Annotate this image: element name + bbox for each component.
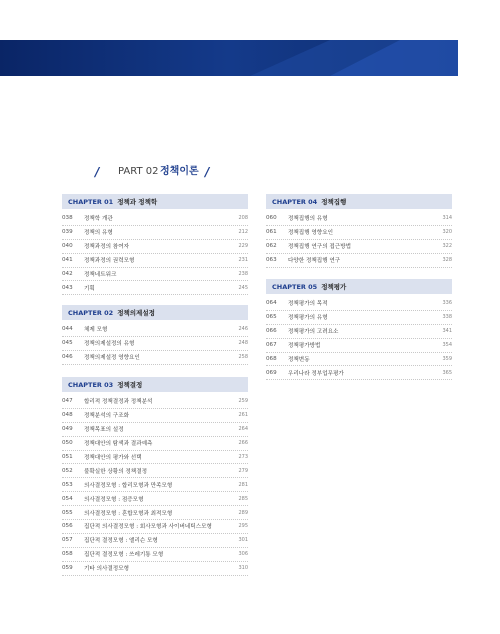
- entry-number: 049: [62, 426, 73, 433]
- chapter-items: [62, 212, 248, 295]
- entry-page: 314: [442, 215, 452, 222]
- chapter-title: 정책집행: [321, 198, 347, 206]
- entry-title: 정책분석의 구조화: [84, 413, 130, 420]
- chapter-number: CHAPTER 01: [68, 197, 114, 206]
- entry-title: 정책과정의 권력모형: [84, 258, 135, 265]
- entry-number: 065: [266, 314, 277, 321]
- entry-number: 061: [266, 229, 277, 236]
- entry-number: 039: [62, 229, 73, 236]
- entry-title: 집단적 의사결정모형 : 회사모형과 사이버네틱스모형: [84, 524, 212, 531]
- entry-title: 정책학 개관: [84, 216, 113, 223]
- entry-title: 기획: [84, 285, 95, 292]
- entry-number: 041: [62, 257, 73, 264]
- chapter-03: [62, 377, 248, 576]
- entry-title: 정책의 유형: [84, 230, 113, 237]
- entry-page: 248: [238, 340, 248, 347]
- toc-entry[interactable]: [266, 297, 452, 311]
- entry-page: 359: [442, 356, 452, 362]
- entry-page: 212: [238, 229, 248, 236]
- toc-entry[interactable]: [62, 268, 248, 282]
- toc-entry[interactable]: [62, 506, 248, 520]
- entry-page: 354: [442, 342, 452, 349]
- chapter-number: CHAPTER 05: [272, 282, 318, 291]
- entry-title: 정책네트워크: [84, 272, 117, 278]
- entry-number: 058: [62, 551, 73, 558]
- entry-number: 068: [266, 356, 277, 362]
- entry-page: 229: [238, 243, 248, 250]
- entry-title: 정책의제설정의 유형: [84, 341, 135, 348]
- entry-page: 285: [238, 495, 248, 502]
- toc-entry[interactable]: [62, 534, 248, 548]
- toc-entry[interactable]: [266, 226, 452, 240]
- entry-number: 051: [62, 454, 73, 460]
- entry-title: 정책평가의 고려요소: [288, 329, 339, 336]
- banner-graphic: [0, 40, 458, 76]
- entry-number: 059: [62, 565, 73, 572]
- entry-page: 261: [238, 412, 248, 419]
- entry-page: 310: [238, 565, 248, 572]
- toc-entry[interactable]: [62, 395, 248, 409]
- toc-entry[interactable]: [266, 240, 452, 254]
- toc-entry[interactable]: [266, 254, 452, 268]
- slash-right: /: [205, 165, 210, 179]
- toc-entry[interactable]: [62, 212, 248, 226]
- entry-page: 258: [238, 354, 248, 361]
- entry-number: 050: [62, 440, 73, 447]
- entry-page: 273: [238, 454, 248, 460]
- entry-number: 062: [266, 243, 277, 250]
- toc-entry[interactable]: [62, 240, 248, 254]
- toc-entry[interactable]: [62, 437, 248, 451]
- toc-entry[interactable]: [266, 311, 452, 325]
- chapter-title: 정책평가: [321, 283, 347, 291]
- toc-entry[interactable]: [62, 226, 248, 240]
- entry-number: 046: [62, 354, 73, 361]
- entry-page: 281: [238, 481, 248, 488]
- chapter-title: 정책결정: [117, 381, 143, 389]
- toc-entry[interactable]: [62, 423, 248, 437]
- toc-entry[interactable]: [62, 409, 248, 423]
- entry-page: 338: [442, 314, 452, 321]
- entry-title: 불확실한 상황의 정책결정: [84, 468, 147, 475]
- entry-number: 040: [62, 243, 73, 250]
- entry-number: 045: [62, 340, 73, 347]
- part-title: 정책이론: [160, 166, 199, 177]
- entry-number: 057: [62, 537, 73, 544]
- entry-title: 정책목표의 설정: [84, 427, 124, 434]
- toc-entry[interactable]: [62, 254, 248, 268]
- toc-entry[interactable]: [62, 562, 248, 576]
- toc-entry[interactable]: [62, 337, 248, 351]
- chapter-02: [62, 305, 248, 365]
- entry-page: 208: [238, 215, 248, 222]
- entry-number: 054: [62, 495, 73, 502]
- entry-page: 266: [238, 440, 248, 447]
- entry-title: 집단적 결정모형 : 앨리슨 모형: [84, 538, 158, 545]
- chapter-items: [62, 323, 248, 365]
- entry-title: 정책의제설정 영향요인: [84, 355, 140, 362]
- chapter-items: [266, 297, 452, 380]
- entry-title: 기타 의사결정모형: [84, 566, 130, 573]
- entry-title: 정책평가의 유형: [288, 315, 328, 322]
- entry-title: 정책변동: [288, 357, 310, 363]
- toc-entry[interactable]: [62, 548, 248, 562]
- entry-title: 합리적 정책결정과 정책분석: [84, 399, 153, 406]
- toc-entry[interactable]: [62, 520, 248, 534]
- header-banner: [0, 40, 458, 76]
- entry-title: 정책집행 연구의 접근방법: [288, 244, 351, 251]
- entry-number: 056: [62, 523, 73, 530]
- entry-page: 231: [238, 257, 248, 264]
- chapter-header: [266, 194, 452, 209]
- chapter-01: [62, 194, 248, 295]
- entry-page: 306: [238, 551, 248, 558]
- chapter-header: [62, 377, 248, 392]
- chapter-number: CHAPTER 04: [272, 197, 318, 206]
- toc-entry[interactable]: [266, 325, 452, 339]
- entry-number: 063: [266, 257, 277, 264]
- entry-title: 정책평가방법: [288, 343, 321, 350]
- toc-entry[interactable]: [266, 353, 452, 367]
- entry-number: 043: [62, 284, 73, 291]
- entry-page: 264: [238, 426, 248, 433]
- toc-entry[interactable]: [62, 451, 248, 465]
- entry-number: 069: [266, 369, 277, 376]
- entry-title: 정책대안의 평가와 선택: [84, 455, 142, 461]
- entry-page: 289: [238, 509, 248, 516]
- toc-entry[interactable]: [62, 478, 248, 492]
- toc-entry[interactable]: [266, 339, 452, 353]
- toc-entry[interactable]: [266, 366, 452, 380]
- entry-page: 320: [442, 229, 452, 236]
- toc-entry[interactable]: [62, 281, 248, 295]
- entry-page: 336: [442, 300, 452, 307]
- chapter-title: 정책의제설정: [117, 309, 155, 317]
- chapter-header: [62, 305, 248, 320]
- entry-title: 체제 모형: [84, 327, 108, 334]
- entry-number: 042: [62, 271, 73, 277]
- entry-title: 정책집행의 유형: [288, 216, 328, 223]
- chapter-header: [62, 194, 248, 209]
- chapter-title: 정책과 정책학: [117, 198, 158, 206]
- entry-number: 053: [62, 481, 73, 488]
- entry-title: 정책대안의 탐색과 결과예측: [84, 441, 153, 448]
- entry-number: 052: [62, 467, 73, 474]
- entry-number: 048: [62, 412, 73, 419]
- entry-title: 정책집행 영향요인: [288, 230, 334, 237]
- toc-entry[interactable]: [62, 492, 248, 506]
- chapter-number: CHAPTER 03: [68, 380, 114, 389]
- entry-number: 060: [266, 215, 277, 222]
- toc-entry[interactable]: [62, 351, 248, 365]
- entry-title: 의사결정모형 : 점증모형: [84, 496, 144, 503]
- chapter-05: [266, 279, 452, 380]
- entry-number: 047: [62, 398, 73, 405]
- entry-number: 064: [266, 300, 277, 307]
- entry-page: 259: [238, 398, 248, 405]
- entry-title: 집단적 결정모형 : 쓰레기통 모형: [84, 552, 164, 559]
- entry-number: 055: [62, 509, 73, 516]
- entry-number: 067: [266, 342, 277, 349]
- entry-page: 238: [238, 271, 248, 277]
- entry-page: 365: [442, 369, 452, 376]
- chapter-items: [62, 395, 248, 576]
- entry-page: 341: [442, 328, 452, 335]
- entry-title: 정책과정의 참여자: [84, 244, 130, 251]
- slash-left: /: [95, 165, 100, 179]
- toc-entry[interactable]: [266, 212, 452, 226]
- toc-entry[interactable]: [62, 464, 248, 478]
- entry-page: 328: [442, 257, 452, 264]
- toc-entry[interactable]: [62, 323, 248, 337]
- entry-title: 정책평가의 목적: [288, 301, 328, 308]
- entry-number: 038: [62, 215, 73, 222]
- part-label: PART 02: [118, 166, 159, 177]
- entry-number: 066: [266, 328, 277, 335]
- chapter-items: [266, 212, 452, 268]
- entry-page: 295: [238, 523, 248, 530]
- entry-title: 의사결정모형 : 합리모형과 만족모형: [84, 482, 173, 489]
- entry-page: 322: [442, 243, 452, 250]
- entry-page: 246: [238, 326, 248, 333]
- entry-title: 의사결정모형 : 혼합모형과 최적모형: [84, 510, 173, 517]
- entry-page: 279: [238, 467, 248, 474]
- part-heading: [0, 165, 500, 179]
- chapter-04: [266, 194, 452, 268]
- entry-page: 301: [238, 537, 248, 544]
- chapter-number: CHAPTER 02: [68, 308, 114, 317]
- entry-title: 다양한 정책집행 연구: [288, 258, 341, 265]
- entry-page: 245: [238, 284, 248, 291]
- chapter-header: [266, 279, 452, 294]
- entry-title: 우리나라 정부업무평가: [288, 370, 344, 377]
- entry-number: 044: [62, 326, 73, 333]
